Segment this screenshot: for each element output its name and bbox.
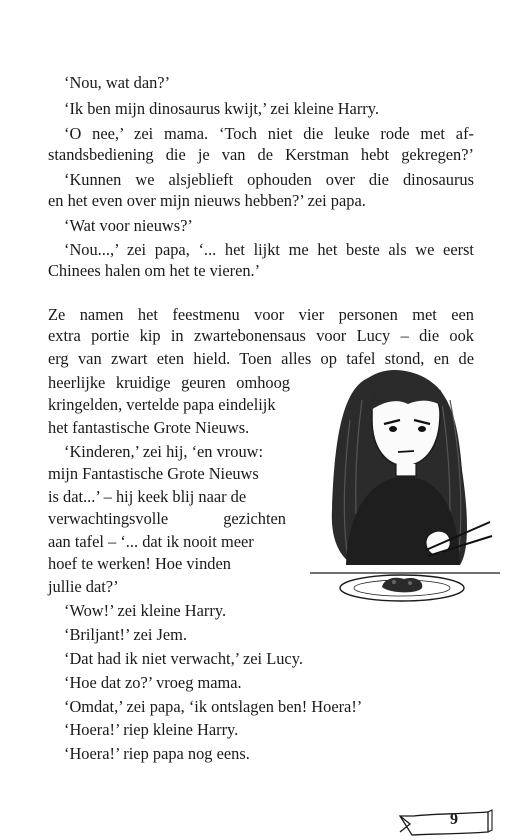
text-line: ‘Wat voor nieuws?’ — [64, 216, 193, 235]
text-line: jullie dat?’ — [48, 577, 119, 596]
text-line: ‘Dat had ik niet verwacht,’ zei Lucy. — [64, 649, 303, 668]
text-line: kringelden, vertelde papa eindelijk — [48, 395, 276, 414]
text-line: ‘Ik ben mijn dinosaurus kwijt,’ zei kleine Harry. — [64, 99, 379, 118]
text-line: het fantastische Grote Nieuws. — [48, 418, 250, 437]
page-number-banner — [398, 808, 494, 838]
banner-icon — [398, 808, 494, 838]
text-line: ‘O nee,’ zei mama. ‘Toch niet die leuke rode met af- — [64, 124, 474, 143]
text-line: ‘Omdat,’ zei papa, ‘ik ontslagen ben! Hoera!’ — [64, 697, 363, 716]
text-line: ‘Hoe dat zo?’ vroeg mama. — [64, 673, 242, 692]
text-line: ‘Kinderen,’ zei hij, ‘en vrouw: — [64, 442, 264, 461]
text-line: ‘Hoera!’ riep papa nog eens. — [64, 744, 250, 763]
text-line: ‘Nou, wat dan?’ — [64, 73, 171, 92]
text-line: hoef te werken! Hoe vinden — [48, 554, 231, 573]
text-line: ‘Wow!’ zei kleine Harry. — [64, 601, 227, 620]
text-line: Chinees halen om het te vieren.’ — [48, 261, 261, 280]
text-line: standsbediening die je van de Kerstman hebt gekregen?’ — [48, 145, 474, 164]
text-line: extra portie kip in zwartebonensaus voor Lucy – die ook — [48, 326, 474, 345]
text-line: is dat...’ – hij keek blij naar de — [48, 487, 247, 506]
text-line: mijn Fantastische Grote Nieuws — [48, 464, 259, 483]
text-line: ‘Kunnen we alsjeblieft ophouden over die dinosaurus — [64, 170, 474, 189]
page-number: 9 — [450, 811, 458, 828]
text-line: en het even over mijn nieuws hebben?’ zei papa. — [48, 191, 366, 210]
lucy-illustration — [310, 360, 500, 610]
text-line: ‘Hoera!’ riep kleine Harry. — [64, 720, 239, 739]
text-line: ‘Briljant!’ zei Jem. — [64, 625, 188, 644]
text-line: heerlijke kruidige geuren omhoog — [48, 373, 290, 392]
text-line: aan tafel – ‘... dat ik nooit meer — [48, 532, 254, 551]
text-line: ‘Nou...,’ zei papa, ‘... het lijkt me het beste als we eerst — [64, 240, 474, 259]
text-line: erg van zwart eten hield. Toen alles op tafel stond, en de — [48, 349, 474, 368]
text-line: Ze namen het feestmenu voor vier personen met een — [48, 305, 474, 324]
text-line: verwachtingsvolle gezichten — [48, 509, 286, 528]
